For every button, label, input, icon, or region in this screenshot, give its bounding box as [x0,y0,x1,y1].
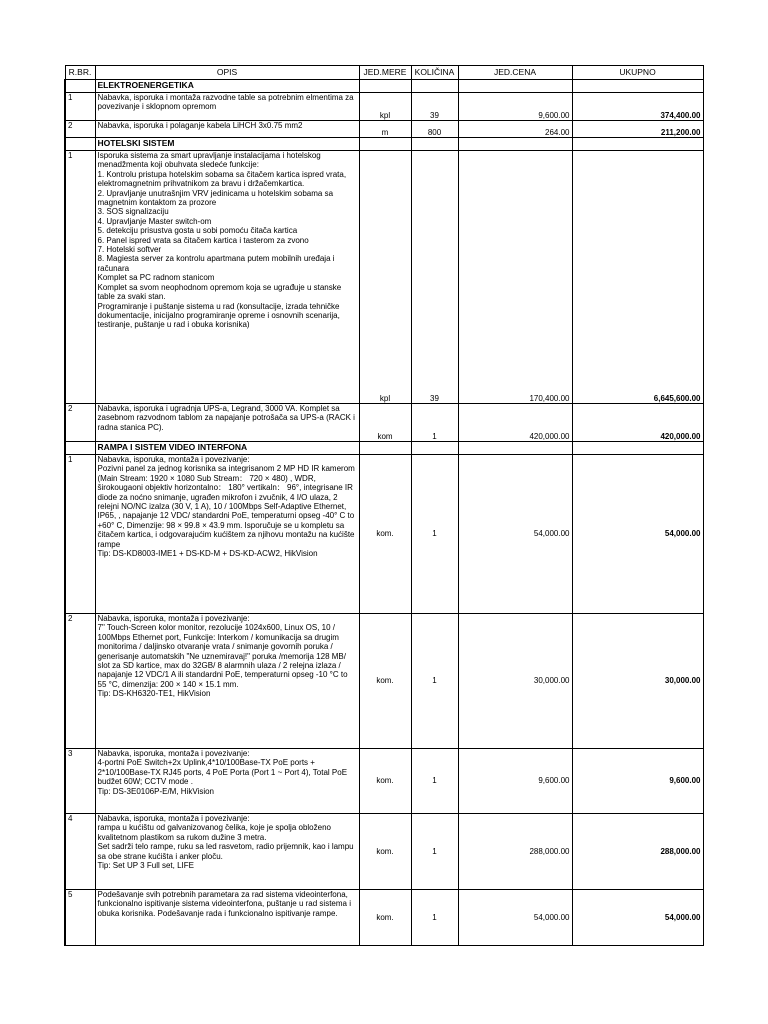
row-description: Nabavka, isporuka, montaža i povezivanje: 7" Touch-Screen kolor monitor, rezolucije 1024x600, Linux OS, 10 / 100Mbps Ethernet port, Funkcije: Interkom / komunikacija sa drugim monitorima / daljinsko otvaranje vrata / snimanje govornih poruka / generisanje automatskih "Ne uznemiravaj!" poruka /memorija 128 MB/ slot za SD kartice, max do 32GB/ 8 alarmnih ulaza / 2 relejna izlaza / napajanje 12 VDC/1 A ili standardni PoE, temperaturni opseg -10 °C to 55 °C, dimenzija: 200 × 140 × 15.1 mm. Tip: DS-KH6320-TE1, HikVision [95,614,359,749]
header-row [65,66,703,80]
section-title: RAMPA I SISTEM VIDEO INTERFONA [95,442,359,455]
table-row [65,121,703,138]
row-unit-price: 420,000.00 [458,404,572,442]
table-row [65,404,703,442]
row-unit-price: 9,600.00 [458,749,572,814]
section-row [65,138,703,151]
row-unit: kom. [359,890,411,946]
row-unit: kom. [359,749,411,814]
row-quantity: 1 [411,749,458,814]
row-description: Nabavka, isporuka i montaža razvodne table sa potrebnim elmentima za povezivanje i sklopnom opremom [95,93,359,121]
row-unit: kpl [359,93,411,121]
row-unit-price: 9,600.00 [458,93,572,121]
row-description: Nabavka, isporuka, montaža i povezivanje: 4-portni PoE Switch+2x Uplink,4*10/100Base-TX PoE ports + 2*10/100Base-TX RJ45 ports, 4 PoE Porta (Port 1 ~ Port 4), Total PoE budžet 60W; CCTV mode . Tip: DS-3E0106P-E/M, HikVision [95,749,359,814]
row-total: 420,000.00 [572,404,703,442]
row-unit-price: 54,000.00 [458,455,572,614]
row-unit: m [359,121,411,138]
row-total: 288,000.00 [572,814,703,890]
row-unit-price: 30,000.00 [458,614,572,749]
row-total: 9,600.00 [572,749,703,814]
row-number: 2 [65,404,95,442]
row-total: 30,000.00 [572,614,703,749]
row-description: Nabavka, isporuka, montaža i povezivanje: rampa u kućištu od galvanizovanog čelika, koje je spolja obloženo kvalitetnom plastikom sa rukom dužine 3 metra. Set sadrži telo rampe, ruku sa led rasvetom, radio prijemnik, kao i lampu sa obe strane kućišta i anker ploču. Tip: Set UP 3 Full set, LIFE [95,814,359,890]
row-quantity: 1 [411,614,458,749]
table-row [65,814,703,890]
header-rbr: R.BR. [65,66,95,80]
row-unit: kom. [359,814,411,890]
section-row [65,80,703,93]
bill-of-quantities-table [64,65,704,946]
table-row [65,614,703,749]
row-unit-price: 288,000.00 [458,814,572,890]
header-kolicina: KOLIČINA [411,66,458,80]
header-jed-mere: JED.MERE [359,66,411,80]
table-row [65,890,703,946]
row-total: 374,400.00 [572,93,703,121]
row-unit: kom. [359,614,411,749]
table-row [65,455,703,614]
table-row [65,93,703,121]
header-opis: OPIS [95,66,359,80]
header-jed-cena: JED.CENA [458,66,572,80]
row-number: 1 [65,455,95,614]
header-ukupno: UKUPNO [572,66,703,80]
section-title: ELEKTROENERGETIKA [95,80,359,93]
row-quantity: 39 [411,93,458,121]
row-unit-price: 264.00 [458,121,572,138]
row-unit: kpl [359,151,411,404]
row-description: Nabavka, isporuka, montaža i povezivanje: Pozivni panel za jednog korisnika sa integrisanom 2 MP HD IR kamerom (Main Stream: 1920 × 1080 Sub Stream： 720 × 480) , WDR, širokougaoni objektiv horizontalno： 180° vertikaln： 96°, integrisane IR diode za noćno snimanje, ugrađen mikrofon i zvučnik, 4 I/O ulaza, 2 relejni NO/NC izalza (30 V, 1 A), 10 / 100Mbps Self-Adaptive Ethernet, IP65, , napajanje 12 VDC/ standardni PoE, temperaturni opseg -40° C to +60° C, Dimenzije: 98 × 99.8 × 43.9 mm. Isporučuje se u kompletu sa čitačem kartica, i odgovarajućim kućištem za njihovu montažu na kućište rampe Tip: DS-KD8003-IME1 + DS-KD-M + DS-KD-ACW2, HikVision [95,455,359,614]
row-description: Podešavanje svih potrebnih parametara za rad sistema videointerfona, funkcionalno ispitivanje sistema videointerfona, puštanje u rad sistema i obuka korisnika. Podešavanje rada i funkcionalno ispitivanje rampe. [95,890,359,946]
row-quantity: 800 [411,121,458,138]
row-number: 5 [65,890,95,946]
row-unit-price: 54,000.00 [458,890,572,946]
table-row [65,151,703,404]
row-number: 3 [65,749,95,814]
row-unit: kom. [359,455,411,614]
section-row [65,442,703,455]
row-quantity: 1 [411,890,458,946]
table-row [65,749,703,814]
row-total: 211,200.00 [572,121,703,138]
row-description: Nabavka, isporuka i polaganje kabela LiHCH 3x0.75 mm2 [95,121,359,138]
row-total: 6,645,600.00 [572,151,703,404]
row-unit: kom [359,404,411,442]
row-description: Nabavka, isporuka i ugradnja UPS-a, Legrand, 3000 VA. Komplet sa zasebnom razvodnom tablom za napajanje potrošača sa UPS-a (RACK i radna stanica PC). [95,404,359,442]
row-number: 2 [65,121,95,138]
row-number: 2 [65,614,95,749]
row-unit-price: 170,400.00 [458,151,572,404]
row-number: 1 [65,93,95,121]
row-quantity: 39 [411,151,458,404]
row-total: 54,000.00 [572,890,703,946]
row-description: Isporuka sistema za smart upravljanje instalacijama i hotelskog menadžmenta koji obuhvata sledeće funkcije: 1. Kontrolu pristupa hotelskim sobama sa čitačem kartica ispred vrata, elektromagnetnim prihvatnikom za bravu i držačemkartica. 2. Upravljanje unutrašnjim VRV jedinicama u hotelskim sobama sa magnetnim kontaktom za prozore 3. SOS signalizaciju 4. Upravljanje Master switch-om 5. detekciju prisustva gosta u sobi pomoću čitača kartica 6. Panel ispred vrata sa čitačem kartica i tasterom za zvono 7. Hotelski softver 8. Magiesta server za kontrolu apartmana putem mobilnih uređaja i računara Komplet sa PC radnom stanicom Komplet sa svom neophodnom opremom koja se ugrađuje u stanske table za svaki stan. Programiranje i puštanje sistema u rad (konsultacije, izrada tehničke dokumentacije, inicijalno programiranje opreme i osnovnih scenarija, testiranje, puštanje u rad i obuka korisnika) [95,151,359,404]
row-number: 1 [65,151,95,404]
row-quantity: 1 [411,455,458,614]
row-total: 54,000.00 [572,455,703,614]
row-quantity: 1 [411,814,458,890]
section-title: HOTELSKI SISTEM [95,138,359,151]
row-quantity: 1 [411,404,458,442]
row-number: 4 [65,814,95,890]
